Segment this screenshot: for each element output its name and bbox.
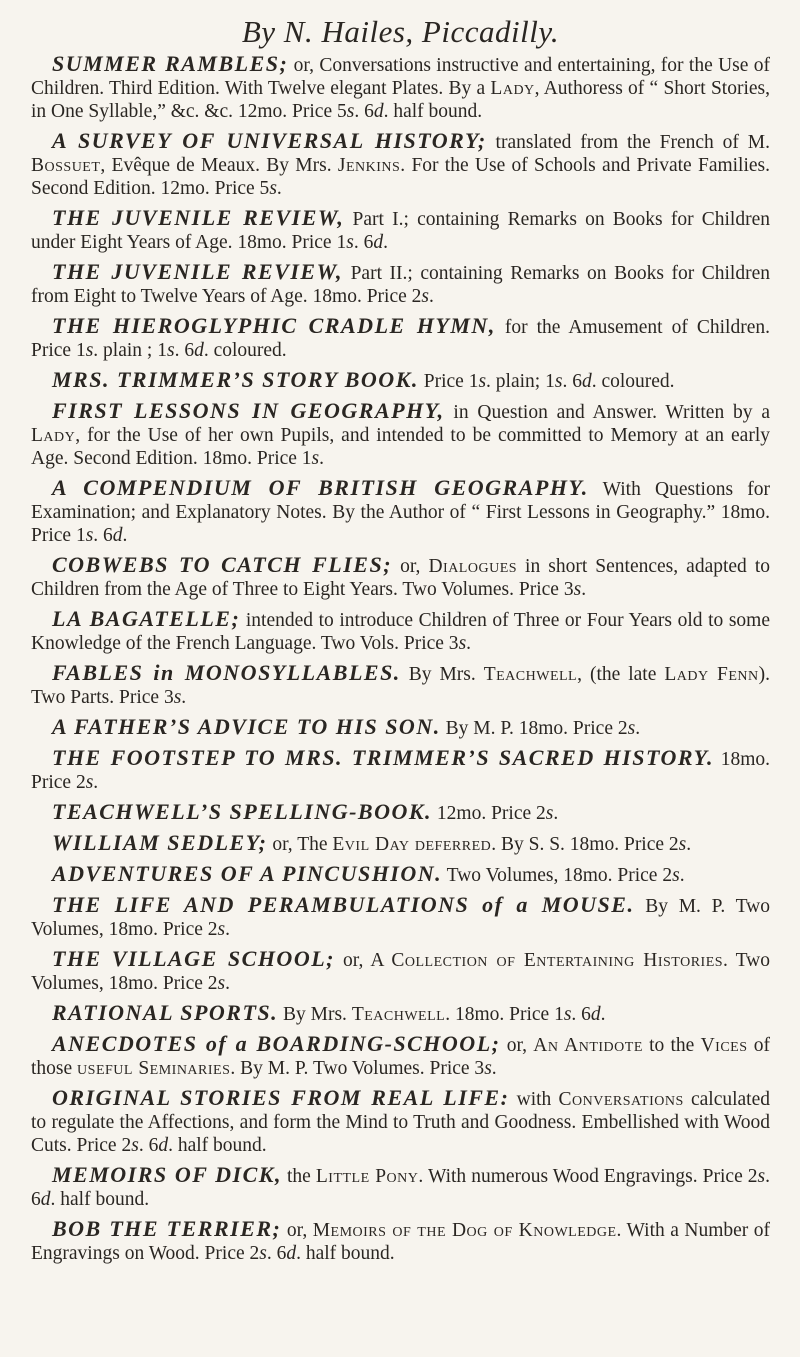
book-description-text: .	[635, 718, 641, 739]
book-description-text: intended to introduce Children of Three or Four Years old to some Knowledge of the French Language. Two Vols. Price 3	[31, 610, 770, 654]
book-description-text: Two Volumes, 18mo. Price 2	[442, 865, 673, 886]
book-description-text: . 18mo. Price 1	[445, 1004, 564, 1025]
book-description-text: Jenkins	[337, 155, 401, 176]
book-description-text: s	[545, 803, 554, 824]
book-description-text: By M. P. Two Volumes, 18mo. Price 2	[31, 896, 770, 940]
book-title: THE HIEROGLYPHIC CRADLE HYMN,	[52, 313, 496, 338]
book-title: A SURVEY OF UNIVERSAL HISTORY;	[52, 128, 487, 153]
book-entry	[31, 661, 770, 709]
book-description-text: .	[276, 178, 282, 199]
book-description-text: . By S. S. 18mo. Price 2	[491, 834, 679, 855]
book-entry	[31, 368, 770, 393]
publisher-header: By N. Hailes, Piccadilly.	[241, 14, 560, 49]
book-title: THE LIFE AND PERAMBULATIONS of a MOUSE.	[52, 892, 635, 917]
book-description-text: . coloured.	[591, 371, 675, 392]
book-entry	[31, 1163, 770, 1211]
book-description-text: Dialogues	[428, 556, 518, 577]
book-description-text: s	[217, 973, 226, 994]
book-description-text: .	[93, 772, 99, 793]
book-description-text: s	[672, 865, 680, 886]
book-description-text: with	[509, 1089, 559, 1110]
book-entry	[31, 1032, 770, 1080]
book-description-text: .	[181, 687, 187, 708]
book-title: FABLES in MONOSYLLABLES.	[52, 660, 401, 685]
book-description-text: Lady	[31, 425, 76, 446]
book-description-text: .	[466, 633, 472, 654]
book-title: TEACHWELL’S SPELLING-BOOK.	[52, 799, 433, 824]
book-title: WILLIAM SEDLEY;	[52, 830, 268, 855]
book-description-text: Part II.; containing Remarks on Books for Children from Eight to Twelve Years of Age. 18mo. Price 2	[31, 263, 770, 307]
book-description-text: d	[581, 371, 592, 392]
book-description-text: .	[491, 1058, 497, 1079]
book-description-text: . By M. P. Two Volumes. Price 3	[230, 1058, 485, 1079]
book-description-text: Evil Day deferred	[332, 834, 492, 855]
book-description-text: d	[373, 101, 384, 122]
book-title: LA BAGATELLE;	[52, 606, 241, 631]
book-description-text: With Questions for Examination; and Explanatory Notes. By the Author of “ First Lessons in Geography.” 18mo. Price 1	[31, 479, 770, 546]
book-description-text: s	[166, 340, 175, 361]
book-title: SUMMER RAMBLES;	[52, 51, 289, 76]
book-description-text: d	[373, 232, 384, 253]
book-description-text: or, A	[334, 950, 392, 971]
book-description-text: s	[173, 687, 182, 708]
book-description-text: . 6	[354, 101, 374, 122]
book-description-text: . 6	[31, 1166, 770, 1210]
book-description-text: s	[269, 178, 277, 199]
book-description-text: Lady Fenn	[664, 664, 759, 685]
book-description-text: . 6	[138, 1135, 159, 1156]
book-description-text: , Evêque de Meaux. By Mrs.	[100, 155, 338, 176]
book-description-text: to the	[642, 1035, 701, 1056]
book-description-text: , Authoress of “ Short Stories, in One Syllable,” &c. &c. 12mo. Price 5	[31, 78, 770, 122]
book-description-text: s	[478, 371, 487, 392]
book-description-text: . 6	[562, 371, 582, 392]
book-description-text: . plain ; 1	[93, 340, 167, 361]
book-description-text: , for the Use of her own Pupils, and intended to be committed to Memory at an early Age. Second Edition. 18mo. Price 1	[31, 425, 770, 469]
book-description-text: or,	[281, 1220, 313, 1241]
book-entry	[31, 52, 770, 123]
book-description-text: .	[553, 803, 559, 824]
book-description-text: Bossuet	[31, 155, 101, 176]
book-description-text: .	[600, 1004, 606, 1025]
book-description-text: translated from the French of M.	[486, 132, 770, 153]
book-description-text: An Antidote	[533, 1035, 643, 1056]
book-description-text: . With numerous Wood Engravings. Price 2	[418, 1166, 758, 1187]
book-title: COBWEBS TO CATCH FLIES;	[52, 552, 393, 577]
book-title: THE JUVENILE REVIEW,	[52, 205, 345, 230]
book-title: THE FOOTSTEP TO MRS. TRIMMER’S SACRED HISTORY.	[52, 745, 714, 770]
book-entry	[31, 314, 770, 362]
book-description-text: Teachwell	[483, 664, 578, 685]
book-description-text: Vices	[700, 1035, 748, 1056]
book-description-text: . coloured.	[203, 340, 287, 361]
book-description-text: s	[484, 1058, 492, 1079]
book-description-text: useful Seminaries	[77, 1058, 231, 1079]
book-title: MEMOIRS OF DICK,	[52, 1162, 282, 1187]
book-description-text: . half bound.	[168, 1135, 267, 1156]
book-entry	[31, 746, 770, 794]
book-description-text: of those	[31, 1035, 770, 1079]
book-description-text: s	[554, 371, 563, 392]
book-description-text: . half bound.	[50, 1189, 150, 1210]
book-description-text: . half bound.	[383, 101, 483, 122]
book-title: RATIONAL SPORTS.	[52, 1000, 279, 1025]
book-entry	[31, 129, 770, 200]
book-entry	[31, 800, 770, 825]
book-title: ADVENTURES OF A PINCUSHION.	[52, 861, 443, 886]
book-title: A FATHER’S ADVICE TO HIS SON.	[52, 714, 441, 739]
book-description-text: ). Two Parts. Price 3	[31, 664, 770, 708]
book-entry	[31, 893, 770, 941]
book-title: MRS. TRIMMER’S STORY BOOK.	[52, 367, 419, 392]
book-title: ORIGINAL STORIES FROM REAL LIFE:	[52, 1085, 510, 1110]
book-entry	[31, 862, 770, 887]
book-description-text: calculated to regulate the Affections, and form the Mind to Truth and Goodness. Embellished with Wood Cuts. Price 2	[31, 1089, 770, 1156]
book-entry	[31, 1001, 770, 1026]
book-title: A COMPENDIUM OF BRITISH GEOGRAPHY.	[52, 475, 589, 500]
book-description-text: d	[286, 1243, 297, 1264]
book-description-text: . 6	[93, 525, 113, 546]
book-description-text: d	[158, 1135, 169, 1156]
book-description-text: s	[458, 633, 467, 654]
book-description-text: s	[421, 286, 429, 307]
book-description-text: s	[346, 101, 355, 122]
book-description-text: . plain; 1	[486, 371, 555, 392]
book-entry	[31, 1086, 770, 1157]
book-description-text: Little Pony	[315, 1166, 419, 1187]
book-description-text: or, The	[267, 834, 333, 855]
book-description-text: s	[627, 718, 636, 739]
book-description-text: or, Conversations instructive and entertaining, for the Use of Children. Third Edition. With Twelve elegant Plates. By a	[31, 55, 770, 99]
book-description-text: . Two Volumes, 18mo. Price 2	[31, 950, 770, 994]
book-description-text: d	[194, 340, 204, 361]
book-description-text: s	[346, 232, 354, 253]
book-description-text: By Mrs.	[400, 664, 484, 685]
book-description-text: Lady	[490, 78, 535, 99]
book-entry	[31, 553, 770, 601]
book-title: BOB THE TERRIER;	[52, 1216, 282, 1241]
book-description-text: d	[40, 1189, 51, 1210]
book-description-text: . With a Number of Engravings on Wood. Price 2	[31, 1220, 771, 1264]
book-description-text: .	[383, 232, 388, 253]
book-description-text: s	[85, 772, 94, 793]
book-entry	[31, 831, 770, 856]
book-description-text: the	[281, 1166, 316, 1187]
book-description-text: .	[319, 448, 325, 469]
book-description-text: or,	[500, 1035, 534, 1056]
book-description-text: By Mrs.	[278, 1004, 352, 1025]
book-description-text: Collection of Entertaining Histories	[391, 950, 724, 971]
book-description-text: Conversations	[558, 1089, 684, 1110]
book-description-text: .	[225, 973, 230, 994]
book-description-text: . 6	[174, 340, 195, 361]
book-description-text: s	[259, 1243, 267, 1264]
book-description-text: . 6	[266, 1243, 287, 1264]
book-title: THE JUVENILE REVIEW,	[52, 259, 344, 284]
book-description-text: .	[122, 525, 128, 546]
book-entry	[31, 947, 770, 995]
book-description-text: .	[581, 579, 587, 600]
book-description-text: s	[217, 919, 226, 940]
book-description-text: 18mo. Price 2	[31, 749, 770, 793]
book-title: ANECDOTES of a BOARDING-SCHOOL;	[52, 1031, 501, 1056]
book-description-text: .	[686, 834, 692, 855]
book-description-text: in Question and Answer. Written by a	[444, 402, 770, 423]
book-description-text: . 6	[571, 1004, 591, 1025]
book-description-text: . half bound.	[296, 1243, 395, 1264]
book-entry	[31, 260, 770, 308]
book-entry	[31, 476, 770, 547]
book-description-text: s	[85, 525, 94, 546]
book-title: THE VILLAGE SCHOOL;	[52, 946, 335, 971]
book-description-text: s	[131, 1135, 139, 1156]
book-entry	[31, 1217, 770, 1265]
book-description-text: , (the late	[577, 664, 665, 685]
book-description-text: .	[679, 865, 685, 886]
book-description-text: Price 1	[418, 371, 479, 392]
book-entry	[31, 715, 770, 740]
book-description-text: .	[428, 286, 434, 307]
book-description-text: for the Amusement of Children. Price 1	[31, 317, 771, 361]
book-description-text: . For the Use of Schools and Private Families. Second Edition. 12mo. Price 5	[31, 155, 771, 199]
book-description-text: d	[590, 1004, 601, 1025]
book-description-text: s	[85, 340, 94, 361]
book-entry	[31, 206, 770, 254]
book-description-text: Memoirs of the Dog of Knowledge	[312, 1220, 617, 1241]
book-description-text: .	[225, 919, 230, 940]
book-description-text: Teachwell	[351, 1004, 446, 1025]
book-title: FIRST LESSONS IN GEOGRAPHY,	[52, 398, 445, 423]
book-list	[31, 52, 770, 1265]
book-description-text: 12mo. Price 2	[432, 803, 546, 824]
book-description-text: d	[112, 525, 123, 546]
book-entry	[31, 399, 770, 470]
book-description-text: or,	[392, 556, 429, 577]
book-description-text: s	[757, 1166, 766, 1187]
book-description-text: s	[563, 1004, 572, 1025]
book-entry	[31, 607, 770, 655]
book-description-text: . 6	[353, 232, 374, 253]
book-description-text: s	[573, 579, 582, 600]
book-description-text: s	[311, 448, 320, 469]
book-description-text: By M. P. 18mo. Price 2	[440, 718, 628, 739]
book-description-text: in short Sentences, adapted to Children from the Age of Three to Eight Years. Two Volumes. Price 3	[31, 556, 770, 600]
book-description-text: Part I.; containing Remarks on Books for Children under Eight Years of Age. 18mo. Price 1	[31, 209, 770, 253]
book-description-text: s	[678, 834, 687, 855]
